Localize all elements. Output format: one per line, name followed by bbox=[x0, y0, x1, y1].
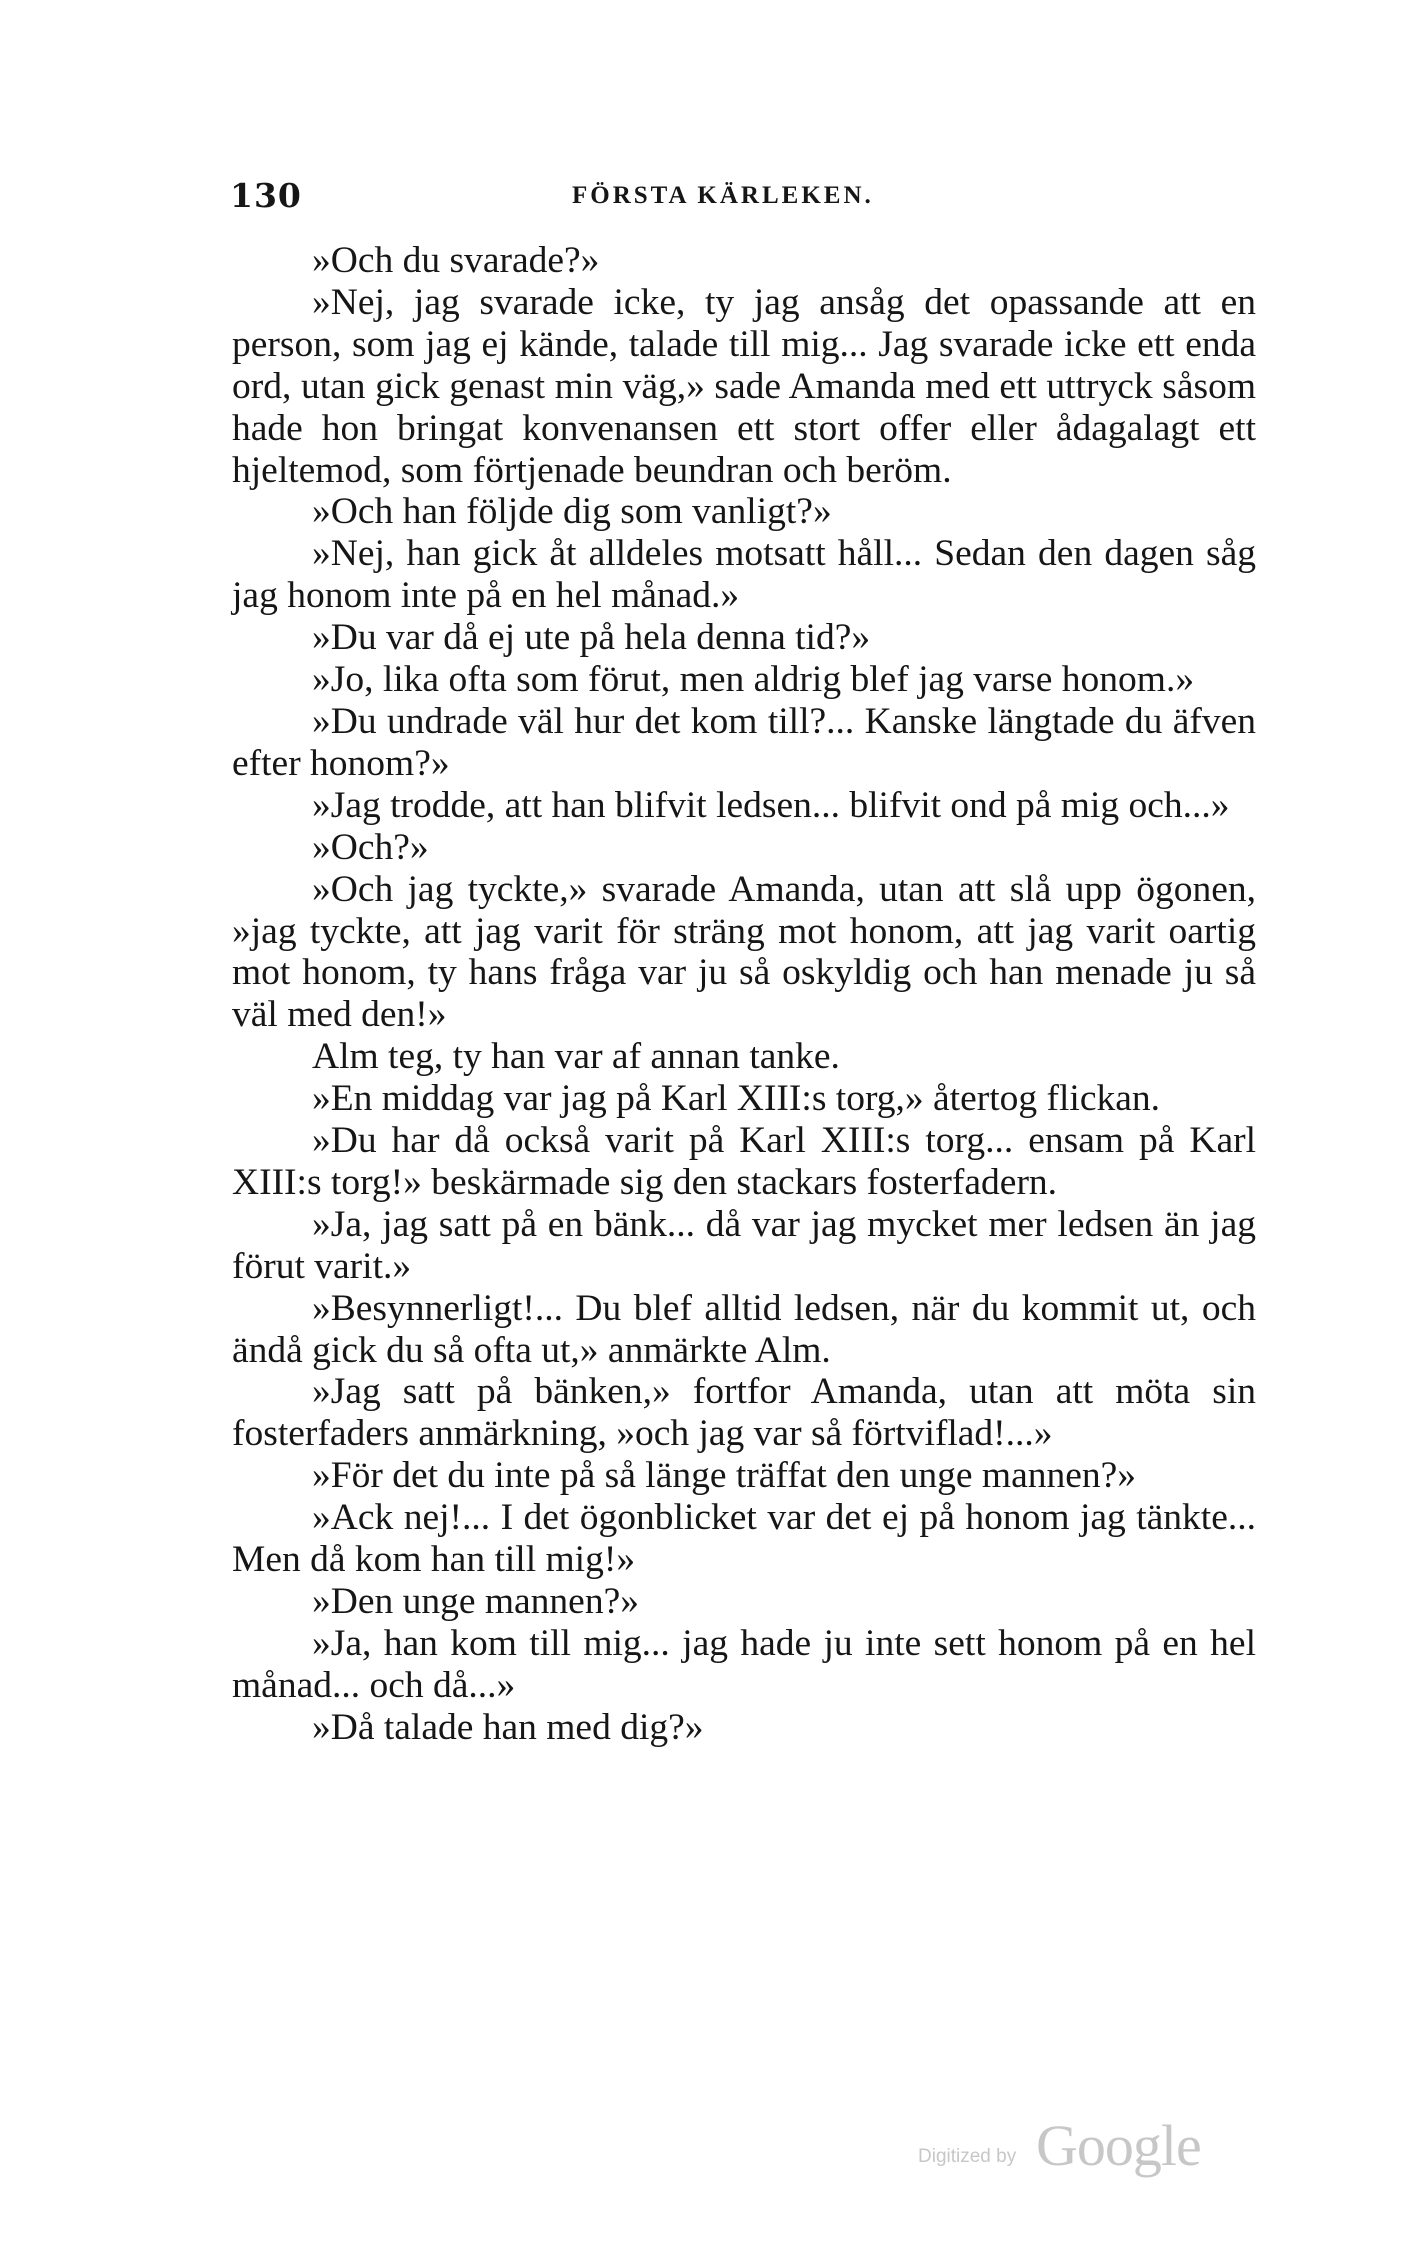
paragraph: »Du har då också varit på Karl XIII:s torg... ensam på Karl XIII:s torg!» beskärmade sig den stackars fosterfadern. bbox=[232, 1120, 1256, 1203]
paragraph: »Ja, jag satt på en bänk... då var jag mycket mer ledsen än jag förut varit.» bbox=[232, 1203, 1256, 1287]
paragraph: »Nej, jag svarade icke, ty jag ansåg det opassande att en person, som jag ej kände, talade till mig... Jag svarade icke ett enda ord, utan gick genast min väg,» sade Amanda med ett uttryck såsom hade hon bringat konvenansen ett stort offer eller ådagalagt ett hjeltemod, som förtjenade beundran och beröm. bbox=[232, 281, 1256, 491]
paragraph: »Jag satt på bänken,» fortfor Amanda, utan att möta sin fosterfaders anmärkning, »och jag var så förtviflad!...» bbox=[232, 1371, 1256, 1455]
paragraph: »Ack nej!... I det ögonblicket var det ej på honom jag tänkte... Men då kom han till mig!» bbox=[232, 1497, 1256, 1581]
digitized-watermark bbox=[918, 2113, 1208, 2182]
paragraph: »En middag var jag på Karl XIII:s torg,» återtog flickan. bbox=[312, 1078, 1160, 1120]
running-head bbox=[230, 174, 1262, 218]
running-title: FÖRSTA KÄRLEKEN. bbox=[572, 182, 874, 209]
paragraph: »Du undrade väl hur det kom till?... Kanske längtade du äfven efter honom?» bbox=[232, 700, 1256, 784]
digitized-by-label: Digitized by bbox=[918, 2146, 1017, 2167]
paragraph: »Och jag tyckte,» svarade Amanda, utan att slå upp ögonen, »jag tyckte, att jag varit för sträng mot honom, att jag varit oartig mot honom, ty hans fråga var ju så oskyldig och han menade ju så väl med den!» bbox=[232, 868, 1256, 1036]
page-number: 130 bbox=[230, 176, 302, 215]
paragraph: »Då talade han med dig?» bbox=[312, 1706, 704, 1748]
paragraph: »Du var då ej ute på hela denna tid?» bbox=[312, 617, 871, 659]
paragraph: »Och du svarade?» bbox=[312, 240, 600, 281]
google-logo: Google bbox=[1036, 2113, 1201, 2178]
paragraph: »Ja, han kom till mig... jag hade ju inte sett honom på en hel månad... och då...» bbox=[232, 1622, 1256, 1706]
paragraph: »Och?» bbox=[312, 826, 429, 868]
paragraph: »Den unge mannen?» bbox=[312, 1581, 639, 1622]
paragraph: »Nej, han gick åt alldeles motsatt håll... Sedan den dagen såg jag honom inte på en hel månad.» bbox=[232, 533, 1256, 617]
paragraph: »Jo, lika ofta som förut, men aldrig blef jag varse honom.» bbox=[312, 659, 1195, 701]
paragraph: »Och han följde dig som vanligt?» bbox=[312, 491, 832, 533]
paragraph: Alm teg, ty han var af annan tanke. bbox=[312, 1036, 840, 1078]
paragraph: »Besynnerligt!... Du blef alltid ledsen, när du kommit ut, och ändå gick du så ofta ut,» anmärkte Alm. bbox=[232, 1287, 1256, 1371]
paragraph: »Jag trodde, att han blifvit ledsen... blifvit ond på mig och...» bbox=[312, 784, 1230, 826]
paragraph: »För det du inte på så länge träffat den unge mannen?» bbox=[312, 1455, 1137, 1497]
body-text bbox=[232, 240, 1256, 1749]
